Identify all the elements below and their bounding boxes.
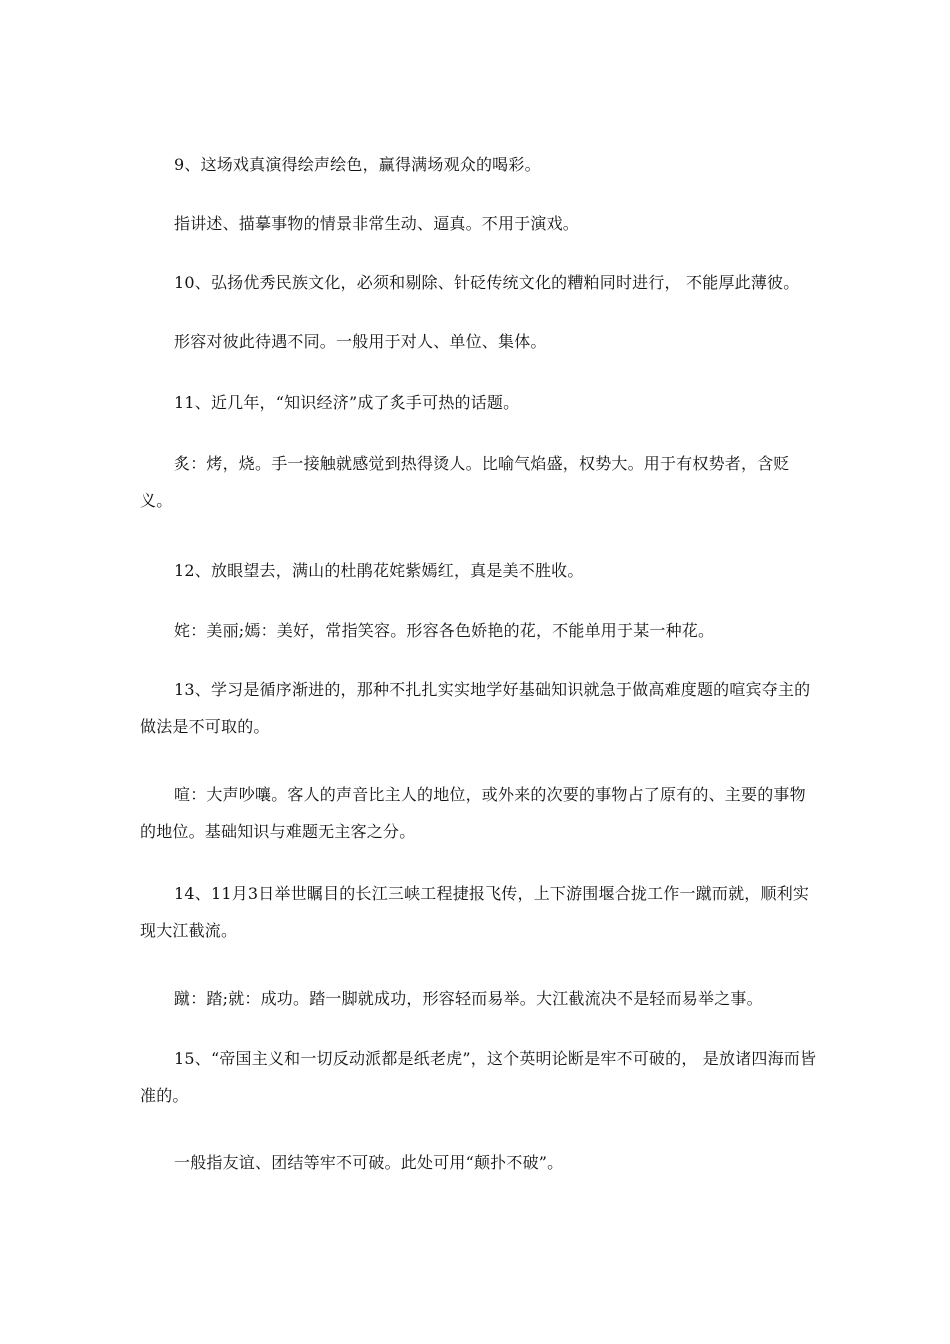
paragraph-item-15: 15、“帝国主义和一切反动派都是纸老虎”，这个英明论断是牢不可破的， 是放诸四海而皆准的。 [140,1049,817,1105]
paragraph-item-14: 14、11月3日举世瞩目的长江三峡工程捷报飞传，上下游围堰合拢工作一蹴而就，顺利实现大江截流。 [140,884,810,940]
paragraph-item-11: 11、近几年，“知识经济”成了炙手可热的话题。 [174,393,520,412]
paragraph-item-12: 12、放眼望去，满山的杜鹃花姹紫嫣红，真是美不胜收。 [174,561,584,580]
paragraph-item-9: 9、这场戏真演得绘声绘色，赢得满场观众的喝彩。 [174,155,541,174]
paragraph-explanation-14: 蹴：踏;就：成功。踏一脚就成功，形容轻而易举。大江截流决不是轻而易举之事。 [174,989,763,1008]
paragraph-item-10: 10、弘扬优秀民族文化，必须和剔除、针砭传统文化的糟粕同时进行， 不能厚此薄彼。 [174,273,800,292]
paragraph-explanation-15: 一般指友谊、团结等牢不可破。此处可用“颠扑不破”。 [174,1153,564,1172]
paragraph-explanation-9: 指讲述、描摹事物的情景非常生动、逼真。不用于演戏。 [174,214,580,233]
paragraph-explanation-11: 炙：烤，烧。手一接触就感觉到热得烫人。比喻气焰盛，权势大。用于有权势者，含贬义。 [140,454,790,510]
paragraph-explanation-13: 喧：大声吵嚷。客人的声音比主人的地位，或外来的次要的事物占了原有的、主要的事物的地位。基础知识与难题无主客之分。 [140,785,806,841]
paragraph-item-13: 13、学习是循序渐进的，那种不扎扎实实地学好基础知识就急于做高难度题的喧宾夺主的做法是不可取的。 [140,680,811,736]
paragraph-explanation-12: 姹：美丽;嫣：美好，常指笑容。形容各色娇艳的花，不能单用于某一种花。 [174,621,715,640]
paragraph-explanation-10: 形容对彼此待遇不同。一般用于对人、单位、集体。 [174,332,547,351]
